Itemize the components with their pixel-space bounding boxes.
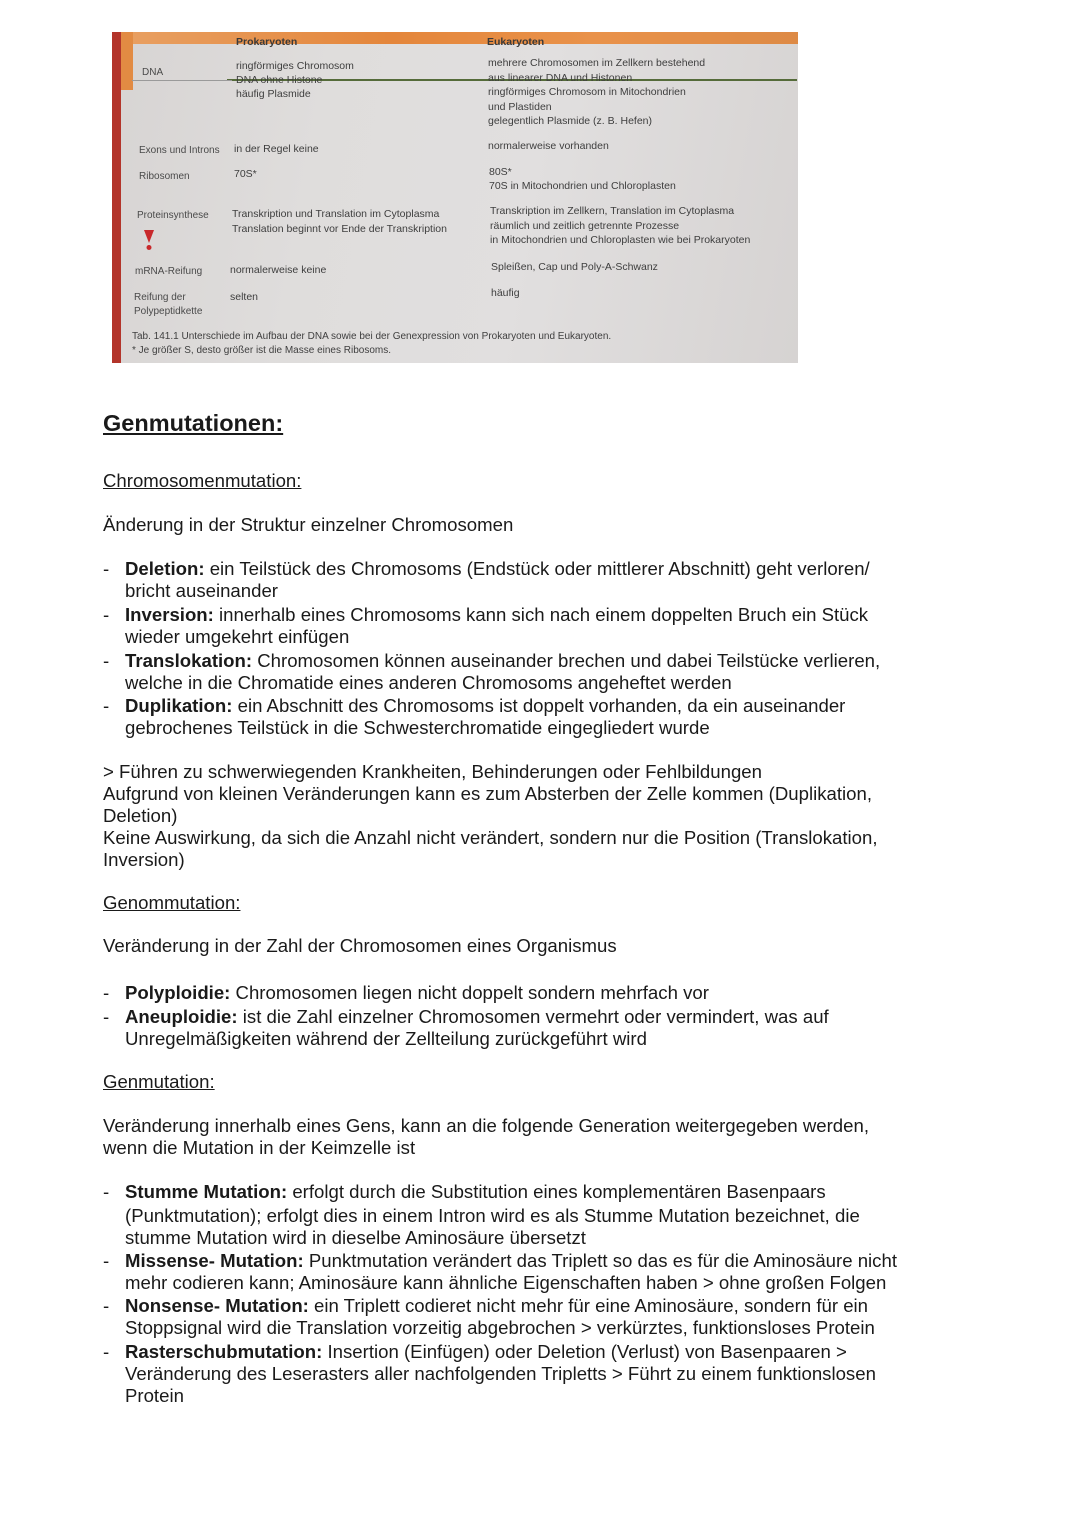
cell-euk: 80S* [489, 166, 512, 178]
list-item-aneuploidie [125, 1006, 829, 1028]
list-item-inversion [125, 604, 868, 626]
row-label-ribosomen: Ribosomen [139, 171, 190, 182]
effects-line: Aufgrund von kleinen Veränderungen kann es zum Absterben der Zelle kommen (Duplikation, [103, 783, 872, 804]
section-heading-genmutation: Genmutation: [103, 1071, 215, 1092]
header-eukaryoten: Eukaryoten [487, 36, 545, 48]
term: Translokation: [125, 650, 253, 671]
list-item-continuation: wieder umgekehrt einfügen [125, 626, 350, 647]
item-text: Chromosomen liegen nicht doppelt sondern mehrfach vor [230, 982, 709, 1003]
item-text: ein Triplett codieret nicht mehr für eine Aminosäure, sondern für ein [308, 1295, 869, 1316]
item-text: ein Teilstück des Chromosoms (Endstück oder mittlerer Abschnitt) geht verloren/ [204, 558, 870, 579]
list-item-continuation: stumme Mutation wird in dieselbe Aminosäure übersetzt [125, 1227, 586, 1248]
cell-prok: in der Regel keine [234, 143, 319, 155]
section-heading-genommutation: Genommutation: [103, 892, 241, 913]
item-text: Punktmutation verändert das Triplett so das es für die Aminosäure nicht [303, 1250, 897, 1271]
list-item-continuation: mehr codieren kann; Aminosäure kann ähnliche Eigenschaften haben > ohne großen Folgen [125, 1272, 887, 1293]
header-rule-left [132, 80, 232, 81]
section-intro: Änderung in der Struktur einzelner Chromosomen [103, 514, 514, 535]
row-label-reifung: Reifung der [134, 292, 186, 303]
effects-line: Inversion) [103, 849, 185, 870]
list-item-translokation [125, 650, 880, 672]
list-item-stumme-mutation [125, 1181, 826, 1203]
cell-prok: normalerweise keine [230, 264, 327, 276]
term: Duplikation: [125, 695, 233, 716]
term: Inversion: [125, 604, 214, 625]
term: Aneuploidie: [125, 1006, 238, 1027]
row-label-exons: Exons und Introns [139, 145, 220, 156]
bullet-dash: - [103, 1181, 110, 1202]
section-heading-chromosomenmutation: Chromosomenmutation: [103, 470, 302, 491]
cell-prok: Translation beginnt vor Ende der Transkription [232, 223, 447, 235]
orange-corner [121, 32, 133, 90]
list-item-continuation: Protein [125, 1385, 184, 1406]
bullet-dash: - [103, 695, 110, 716]
table-caption [132, 330, 611, 358]
section-intro: Veränderung in der Zahl der Chromosomen eines Organismus [103, 935, 617, 956]
list-item-continuation: (Punktmutation); erfolgt dies in einem Intron wird es als Stumme Mutation bezeichnet, die [125, 1205, 860, 1226]
cell-euk: in Mitochondrien und Chloroplasten wie bei Prokaryoten [490, 234, 751, 246]
item-text: ein Abschnitt des Chromosoms ist doppelt vorhanden, da ein auseinander [232, 695, 846, 716]
cell-euk: aus linearer DNA und Histonen [488, 72, 633, 84]
term: Deletion: [125, 558, 205, 579]
list-item-continuation: Veränderung des Leserasters aller nachfolgenden Tripletts > Führt zu einem funktionslosen [125, 1363, 876, 1384]
cell-prok: selten [230, 291, 259, 303]
cell-prok: ringförmiges Chromosom [236, 60, 354, 72]
cell-euk: gelegentlich Plasmide (z. B. Hefen) [488, 115, 652, 127]
section-intro: Veränderung innerhalb eines Gens, kann an die folgende Generation weitergegeben werden, [103, 1115, 869, 1136]
term: Stumme Mutation: [125, 1181, 288, 1202]
table-caption-line: Tab. 141.1 Unterschiede im Aufbau der DNA sowie bei der Genexpression von Prokaryoten und Eukaryoten. [132, 331, 612, 342]
row-label-proteinsynthese: Proteinsynthese [137, 210, 209, 221]
list-item-continuation: Unregelmäßigkeiten während der Zellteilung zurückgeführt wird [125, 1028, 647, 1049]
bullet-dash: - [103, 1341, 110, 1362]
bullet-dash: - [103, 604, 110, 625]
effects-line: Keine Auswirkung, da sich die Anzahl nicht verändert, sondern nur die Position (Translokation, [103, 827, 878, 848]
cell-prok: DNA ohne Histone [236, 74, 323, 86]
effects-line: > Führen zu schwerwiegenden Krankheiten, Behinderungen oder Fehlbildungen [103, 761, 762, 782]
list-item-continuation: welche in die Chromatide eines anderen Chromosoms angeheftet werden [125, 672, 732, 693]
row-label-dna: DNA [142, 67, 164, 78]
bullet-dash: - [103, 1295, 110, 1316]
item-text: ist die Zahl einzelner Chromosomen vermehrt oder vermindert, was auf [237, 1006, 829, 1027]
header-prokaryoten: Prokaryoten [236, 36, 298, 48]
item-text: Insertion (Einfügen) oder Deletion (Verlust) von Basenpaaren > [322, 1341, 847, 1362]
list-item-nonsense-mutation [125, 1295, 868, 1317]
cell-prok: 70S* [234, 168, 257, 180]
exclamation-icon [142, 229, 156, 251]
bullet-dash: - [103, 558, 110, 579]
item-text: erfolgt durch die Substitution eines komplementären Basenpaars [287, 1181, 826, 1202]
orange-header-band [121, 32, 798, 44]
page-title: Genmutationen: [103, 410, 284, 436]
bullet-dash: - [103, 650, 110, 671]
list-item-continuation: Stoppsignal wird die Translation vorzeitig abgebrochen > verkürztes, funktionsloses Protein [125, 1317, 875, 1338]
list-item-deletion [125, 558, 870, 580]
cell-prok: häufig Plasmide [236, 88, 311, 100]
bullet-dash: - [103, 1006, 110, 1027]
effects-line: Deletion) [103, 805, 178, 826]
cell-euk: ringförmiges Chromosom in Mitochondrien [488, 86, 686, 98]
cell-euk: häufig [491, 287, 520, 299]
term: Rasterschubmutation: [125, 1341, 323, 1362]
term: Nonsense- Mutation: [125, 1295, 309, 1316]
list-item-rasterschubmutation [125, 1341, 847, 1363]
item-text: innerhalb eines Chromosoms kann sich nach einem doppelten Bruch ein Stück [213, 604, 869, 625]
cell-euk: und Plastiden [488, 101, 552, 113]
cell-euk: räumlich und zeitlich getrennte Prozesse [490, 220, 680, 232]
bullet-dash: - [103, 1250, 110, 1271]
item-text: Chromosomen können auseinander brechen und dabei Teilstücke verlieren, [252, 650, 881, 671]
section-intro: wenn die Mutation in der Keimzelle ist [103, 1137, 416, 1158]
list-item-missense-mutation [125, 1250, 897, 1272]
list-item-continuation: gebrochenes Teilstück in die Schwesterchromatide eingegliedert wurde [125, 717, 710, 738]
cell-euk: mehrere Chromosomen im Zellkern bestehend [488, 57, 706, 69]
textbook-table-photo [112, 32, 798, 363]
cell-euk: normalerweise vorhanden [488, 140, 609, 152]
list-item-polyploidie [125, 982, 709, 1004]
list-item-continuation: bricht auseinander [125, 580, 278, 601]
list-item-duplikation [125, 695, 845, 717]
term: Polyploidie: [125, 982, 231, 1003]
row-label-reifung: Polypeptidkette [134, 306, 203, 317]
cell-euk: Spleißen, Cap und Poly-A-Schwanz [491, 261, 658, 273]
cell-prok: Transkription und Translation im Cytoplasma [232, 208, 440, 220]
bullet-dash: - [103, 982, 110, 1003]
cell-euk: Transkription im Zellkern, Translation im Cytoplasma [490, 205, 735, 217]
cell-euk: 70S in Mitochondrien und Chloroplasten [489, 180, 676, 192]
row-label-mrna-reifung: mRNA-Reifung [135, 266, 203, 277]
red-margin-bar [112, 32, 121, 363]
term: Missense- Mutation: [125, 1250, 304, 1271]
table-footnote: * Je größer S, desto größer ist die Masse eines Ribosoms. [132, 345, 391, 356]
